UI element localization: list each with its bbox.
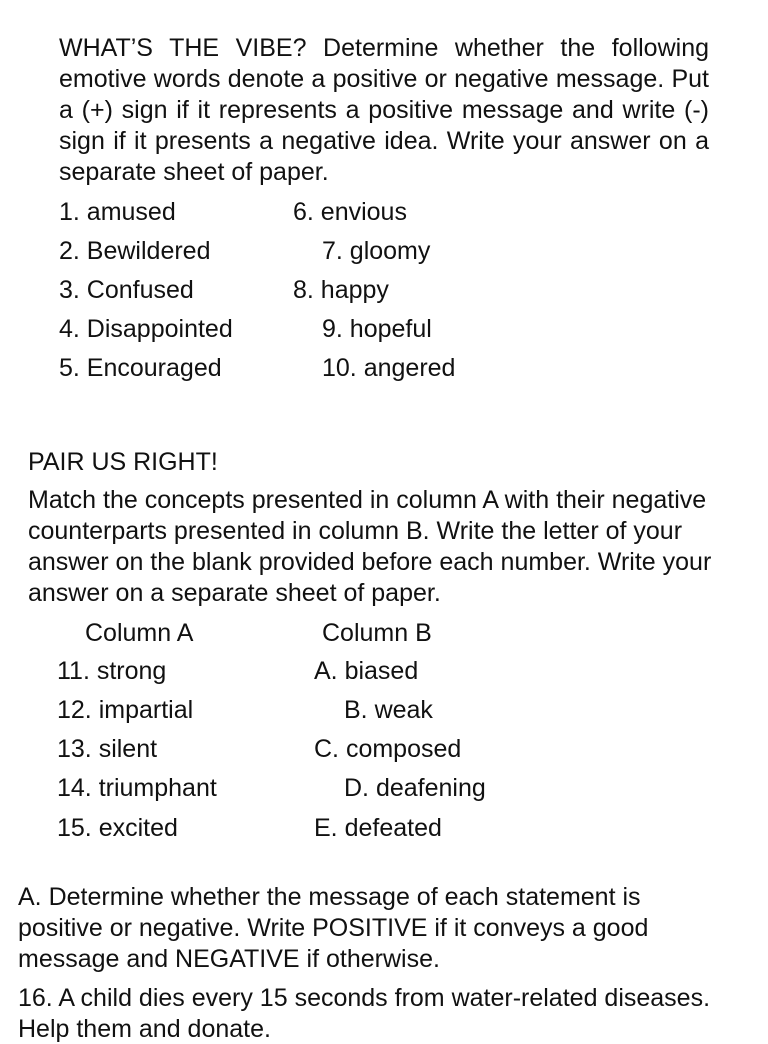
- column-a-item: 12. impartial: [57, 696, 194, 724]
- column-a-header: Column A: [85, 619, 194, 647]
- vibe-item: 8. happy: [293, 276, 389, 304]
- column-b-item: C. composed: [314, 735, 462, 763]
- column-a-item: 14. triumphant: [57, 774, 217, 802]
- vibe-item: 6. envious: [293, 198, 407, 226]
- vibe-instructions: WHAT’S THE VIBE? Determine whether the following emotive words denote a positive or negative message. Put a (+) sign if it represents a positive message and write (-) sign if it presents a negative idea. Write your answer on a separate sheet of paper.: [59, 34, 709, 186]
- pair-instructions: Match the concepts presented in column A with their negative counterparts presented in column B. Write the letter of your answer on the blank provided before each number. Write your answer on a separate sheet of paper.: [28, 486, 712, 607]
- pair-title: PAIR US RIGHT!: [28, 448, 218, 476]
- column-b-item: E. defeated: [314, 814, 442, 842]
- vibe-item: 5. Encouraged: [59, 354, 222, 382]
- vibe-item: 10. angered: [322, 354, 456, 382]
- column-b-item: B. weak: [344, 696, 433, 724]
- vibe-item: 2. Bewildered: [59, 237, 211, 265]
- vibe-item: 1. amused: [59, 198, 176, 226]
- column-a-item: 15. excited: [57, 814, 178, 842]
- vibe-item: 7. gloomy: [322, 237, 431, 265]
- statement-instructions: A. Determine whether the message of each statement is positive or negative. Write POSITIVE if it conveys a good message and NEGATIVE if otherwise.: [18, 883, 649, 973]
- column-b-item: A. biased: [314, 657, 419, 685]
- column-b-item: D. deafening: [344, 774, 486, 802]
- vibe-item: 9. hopeful: [322, 315, 432, 343]
- vibe-item: 3. Confused: [59, 276, 194, 304]
- vibe-item: 4. Disappointed: [59, 315, 233, 343]
- column-a-item: 13. silent: [57, 735, 158, 763]
- statement-item-cutoff: Help them and donate.: [18, 1015, 271, 1043]
- statement-item: 16. A child dies every 15 seconds from water-related diseases.: [18, 984, 711, 1012]
- column-b-header: Column B: [322, 619, 432, 647]
- column-a-item: 11. strong: [57, 657, 167, 685]
